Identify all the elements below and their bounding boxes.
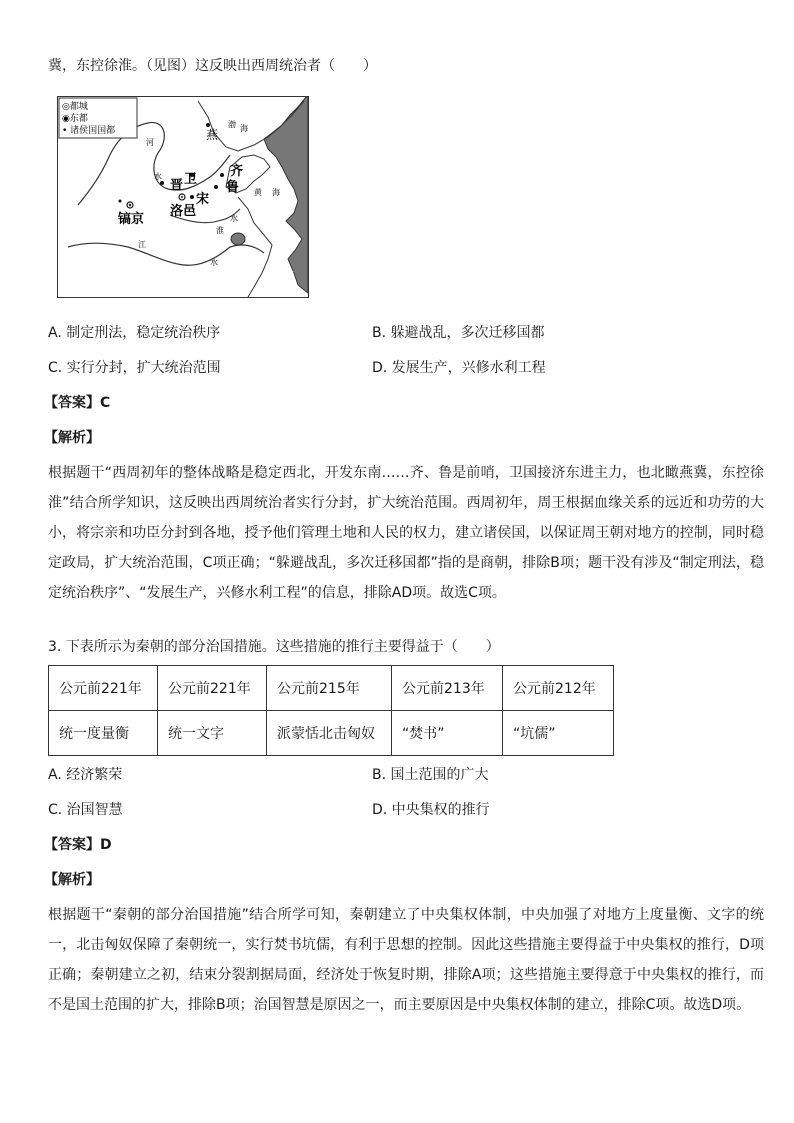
east-sea-label-1: 东 bbox=[286, 270, 294, 279]
east-sea-label-2: 海 bbox=[288, 284, 296, 293]
q3-analysis-title: 【解析】 bbox=[44, 872, 100, 888]
river-shui2-label: 水 bbox=[230, 214, 238, 223]
question-2-stem: 冀，东控徐淮。（见图）这反映出西周统治者（ ） bbox=[48, 58, 377, 74]
q2-analysis-text: 根据题干“西周初年的整体战略是稳定西北，开发东南……齐、鲁是前哨，卫国接济东进主力，也北瞰燕冀，东控徐淮”结合所学知识，这反映出西周统治者实行分封，扩大统治范围。西周初年，周王根据血缘关系的远近和功劳的大小，将宗亲和功臣分封到各地，授予他们管理土地和人民的权力，建立诸侯国，以保证周王朝对地方的控制，同时稳定政局，扩大统治范围，C项正确；“躲避战乱，多次迁移国都”指的是商朝，排除B项；题干没有涉及“制定刑法，稳定统治秩序”、“发展生产，兴修水利工程”的信息，排除AD项。故选C项。 bbox=[48, 465, 764, 601]
bohai-label-2: 海 bbox=[240, 124, 248, 133]
lu-label: 鲁 bbox=[226, 180, 240, 195]
western-zhou-map bbox=[57, 96, 309, 298]
river-huai-label: 淮 bbox=[216, 226, 224, 235]
q2-answer: 【答案】C bbox=[44, 395, 111, 411]
q2-analysis-title: 【解析】 bbox=[44, 430, 100, 446]
river-jiang-label: 江 bbox=[138, 240, 146, 249]
q3-analysis-text: 根据题干“秦朝的部分治国措施”结合所学可知，秦朝建立了中央集权体制，中央加强了对地方上度量衡、文字的统一，北击匈奴保障了秦朝统一，实行焚书坑儒，有利于思想的控制。因此这些措施主要得益于中央集权的推行，D项正确；秦朝建立之初，结束分裂割据局面，经济处于恢复时期，排除A项；这些措施主要得意于中央集权的推行，而不是国土范围的扩大，排除B项；治国智慧是原因之一，而主要原因是中央集权体制的建立，排除C项。故选D项。 bbox=[48, 907, 764, 1013]
table-cell: 公元前221年 bbox=[49, 666, 158, 711]
jin-label: 晋 bbox=[170, 178, 184, 193]
table-cell: 派蒙恬北击匈奴 bbox=[267, 711, 392, 756]
yellow-sea-label-2: 海 bbox=[272, 188, 280, 197]
table-cell: “焚书” bbox=[392, 711, 503, 756]
wei-label: 卫 bbox=[184, 172, 198, 187]
yan-dot bbox=[206, 123, 210, 127]
table-cell: “坑儒” bbox=[503, 711, 614, 756]
q3-option-b: B. 国土范围的广大 bbox=[372, 767, 489, 783]
table-cell: 公元前213年 bbox=[392, 666, 503, 711]
q3-option-d: D. 中央集权的推行 bbox=[372, 802, 490, 818]
q2-option-d: D. 发展生产，兴修水利工程 bbox=[372, 360, 546, 376]
q3-option-c: C. 治国智慧 bbox=[48, 802, 123, 818]
table-cell: 公元前215年 bbox=[267, 666, 392, 711]
yellow-sea-label-1: 黄 bbox=[254, 188, 262, 197]
qi-label: 齐 bbox=[230, 164, 244, 179]
bohai-label-1: 渤 bbox=[228, 120, 236, 129]
q2-option-a: A. 制定刑法，稳定统治秩序 bbox=[48, 325, 221, 341]
table-row-years bbox=[49, 666, 614, 711]
qi-dot bbox=[220, 173, 224, 177]
table-cell: 统一文字 bbox=[158, 711, 267, 756]
table-cell: 公元前212年 bbox=[503, 666, 614, 711]
sea-area bbox=[264, 97, 308, 293]
haojing-label: 镐京 bbox=[118, 212, 145, 227]
jin-dot bbox=[160, 181, 164, 185]
table-cell: 公元前221年 bbox=[158, 666, 267, 711]
table-cell: 统一度量衡 bbox=[49, 711, 158, 756]
yan-label: 燕 bbox=[206, 128, 219, 142]
qin-measures-table bbox=[48, 665, 614, 756]
song-label: 宋 bbox=[196, 192, 210, 207]
legend-east-capital: ◉东都 bbox=[62, 114, 88, 124]
legend-capital: ◎都城 bbox=[62, 102, 88, 112]
yangtze-river bbox=[68, 243, 264, 265]
table-row-measures bbox=[49, 711, 614, 756]
river-he-label: 河 bbox=[146, 138, 154, 147]
luoyi-label: 洛邑 bbox=[170, 204, 197, 219]
river-shui3-label: 水 bbox=[210, 258, 218, 267]
map-drawing bbox=[58, 97, 308, 297]
q2-option-c: C. 实行分封，扩大统治范围 bbox=[48, 360, 221, 376]
q2-option-b: B. 躲避战乱，多次迁移国都 bbox=[372, 325, 545, 341]
song-dot bbox=[190, 195, 194, 199]
legend-vassal-capital: • 诸侯国国都 bbox=[62, 126, 116, 136]
river-shui-label: 水 bbox=[154, 172, 162, 181]
q3-option-a: A. 经济繁荣 bbox=[48, 767, 123, 783]
lake bbox=[231, 233, 245, 245]
q3-answer: 【答案】D bbox=[44, 837, 112, 853]
lu-dot bbox=[214, 185, 218, 189]
question-3-stem: 3. 下表所示为秦朝的部分治国措施。这些措施的推行主要得益于（ ） bbox=[48, 639, 500, 655]
